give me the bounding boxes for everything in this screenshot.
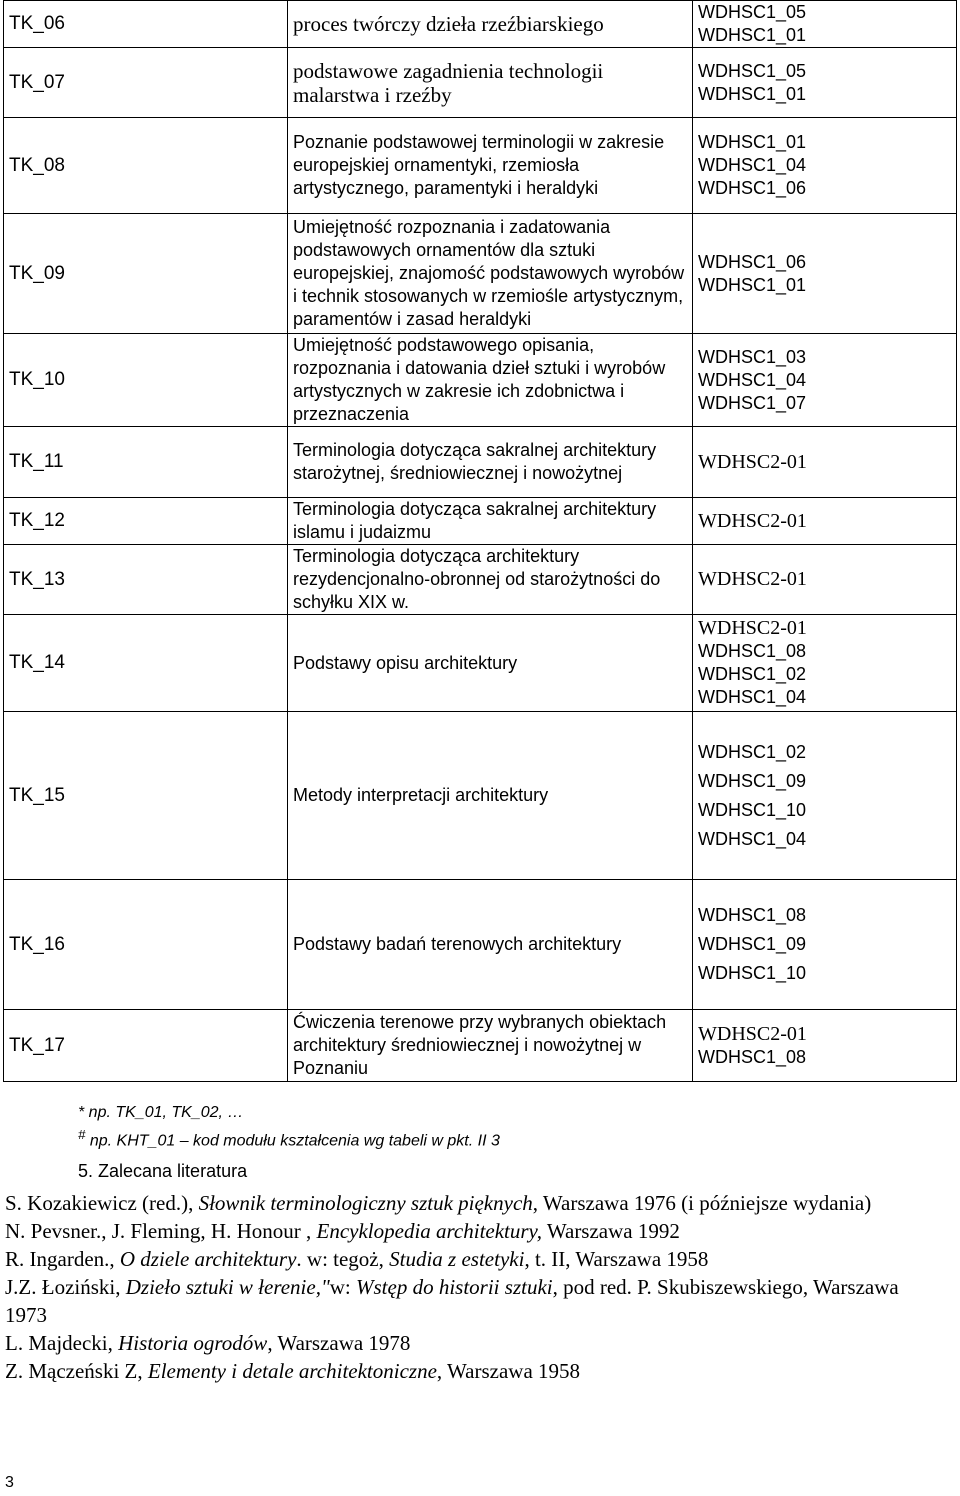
section-heading: 5. Zalecana literatura [78, 1161, 248, 1181]
table-row [4, 118, 957, 214]
code: WDHSC2-01 [698, 1022, 807, 1045]
code: WDHSC1_10 [698, 799, 807, 820]
table-row [4, 615, 957, 712]
literature-item: N. Pevsner., J. Fleming, H. Honour , Encyklopedia architektury, Warszawa 1992 [5, 1219, 680, 1243]
row-id: TK_10 [4, 334, 288, 427]
table-row [4, 427, 957, 498]
row-codes [693, 712, 957, 880]
code: WDHSC2-01 [698, 509, 807, 532]
code: WDHSC1_07 [698, 392, 807, 413]
table-row [4, 712, 957, 880]
code: WDHSC2-01 [698, 450, 807, 473]
row-id: TK_11 [4, 427, 288, 498]
literature-item: S. Kozakiewicz (red.), Słownik terminologiczny sztuk pięknych, Warszawa 1976 (i późniejsze wydania) [5, 1191, 872, 1215]
code: WDHSC1_05 [698, 60, 807, 81]
literature-item: J.Z. Łoziński, Dzieło sztuki w łerenie,"w: Wstęp do historii sztuki, pod red. P. Skubiszewskiego, Warszawa 1973 [5, 1275, 899, 1327]
row-codes [693, 545, 957, 615]
literature-item: R. Ingarden., O dziele architektury. w: tegoż, Studia z estetyki, t. II, Warszawa 1958 [5, 1247, 709, 1271]
code: WDHSC1_08 [698, 905, 807, 925]
code: WDHSC1_03 [698, 346, 807, 367]
row-description: Umiejętność rozpoznania i zadatowania podstawowych ornamentów dla sztuki europejskiej, znajomość podstawowych wyrobów i technik stosowanych w rzemiośle artystycznym, paramentów i zasad heraldyki [288, 214, 693, 334]
literature-item: L. Majdecki, Historia ogrodów, Warszawa 1978 [5, 1331, 411, 1355]
code: WDHSC1_09 [698, 934, 807, 954]
table-row [4, 334, 957, 427]
table-row [4, 880, 957, 1010]
code: WDHSC1_04 [698, 828, 807, 849]
footnote-mark: # [78, 1127, 86, 1142]
row-id: TK_14 [4, 615, 288, 712]
row-id: TK_08 [4, 118, 288, 214]
code: WDHSC1_06 [698, 251, 807, 272]
row-description: Metody interpretacji architektury [288, 712, 693, 880]
row-description: Podstawy badań terenowych architektury [288, 880, 693, 1010]
row-codes [693, 48, 957, 118]
row-description: podstawowe zagadnienia technologii malarstwa i rzeźby [288, 48, 693, 118]
footnote: * np. TK_01, TK_02, … [78, 1104, 244, 1121]
row-id: TK_12 [4, 498, 288, 545]
row-codes [693, 118, 957, 214]
code: WDHSC1_05 [698, 2, 807, 22]
code: WDHSC1_08 [698, 1046, 807, 1067]
code: WDHSC1_06 [698, 178, 807, 198]
code: WDHSC2-01 [698, 617, 807, 639]
code: WDHSC1_09 [698, 770, 807, 791]
row-codes [693, 1, 957, 48]
row-description: Terminologia dotycząca architektury rezydencjonalno-obronnej od starożytności do schyłku XIX w. [288, 545, 693, 615]
learning-outcomes-table [3, 0, 957, 1082]
row-id: TK_17 [4, 1010, 288, 1082]
row-id: TK_09 [4, 214, 288, 334]
code: WDHSC1_04 [698, 687, 807, 707]
row-id: TK_16 [4, 880, 288, 1010]
row-codes [693, 334, 957, 427]
literature-list [5, 1189, 945, 1385]
table-row [4, 545, 957, 615]
literature-item: Z. Mączeński Z, Elementy i detale architektoniczne, Warszawa 1958 [5, 1359, 581, 1383]
footnote-text: np. KHT_01 – kod modułu kształcenia wg tabeli w pkt. II 3 [85, 1132, 500, 1150]
code: WDHSC1_01 [698, 25, 807, 45]
code: WDHSC2-01 [698, 568, 807, 590]
row-codes [693, 880, 957, 1010]
row-description: Terminologia dotycząca sakralnej architektury starożytnej, średniowiecznej i nowożytnej [288, 427, 693, 498]
code: WDHSC1_02 [698, 664, 807, 684]
code: WDHSC1_04 [698, 369, 807, 390]
code: WDHSC1_01 [698, 132, 807, 152]
footnote [78, 1124, 500, 1152]
code: WDHSC1_01 [698, 274, 807, 295]
row-description: Umiejętność podstawowego opisania, rozpoznania i datowania dzieł sztuki i wyrobów artystycznych w zakresie ich zdobnictwa i przeznaczenia [288, 334, 693, 427]
table-row [4, 1010, 957, 1082]
table-row [4, 1, 957, 48]
row-id: TK_13 [4, 545, 288, 615]
table-row [4, 214, 957, 334]
row-codes [693, 427, 957, 498]
table-row [4, 48, 957, 118]
row-description: Ćwiczenia terenowe przy wybranych obiektach architektury średniowiecznej i nowożytnej w Poznaniu [288, 1010, 693, 1082]
row-id: TK_07 [4, 48, 288, 118]
code: WDHSC1_04 [698, 155, 807, 175]
row-codes [693, 1010, 957, 1082]
code: WDHSC1_02 [698, 741, 807, 762]
row-codes [693, 214, 957, 334]
row-description: proces twórczy dzieła rzeźbiarskiego [288, 1, 693, 48]
code: WDHSC1_01 [698, 83, 807, 104]
table-row [4, 498, 957, 545]
row-description: Poznanie podstawowej terminologii w zakresie europejskiej ornamentyki, rzemiosła artystycznego, paramentyki i heraldyki [288, 118, 693, 214]
row-description: Terminologia dotycząca sakralnej architektury islamu i judaizmu [288, 498, 693, 545]
row-codes [693, 615, 957, 712]
page-number: 3 [5, 1474, 14, 1491]
row-codes [693, 498, 957, 545]
code: WDHSC1_10 [698, 963, 807, 983]
footnotes [78, 1102, 500, 1152]
row-description: Podstawy opisu architektury [288, 615, 693, 712]
row-id: TK_15 [4, 712, 288, 880]
code: WDHSC1_08 [698, 641, 807, 661]
row-id: TK_06 [4, 1, 288, 48]
